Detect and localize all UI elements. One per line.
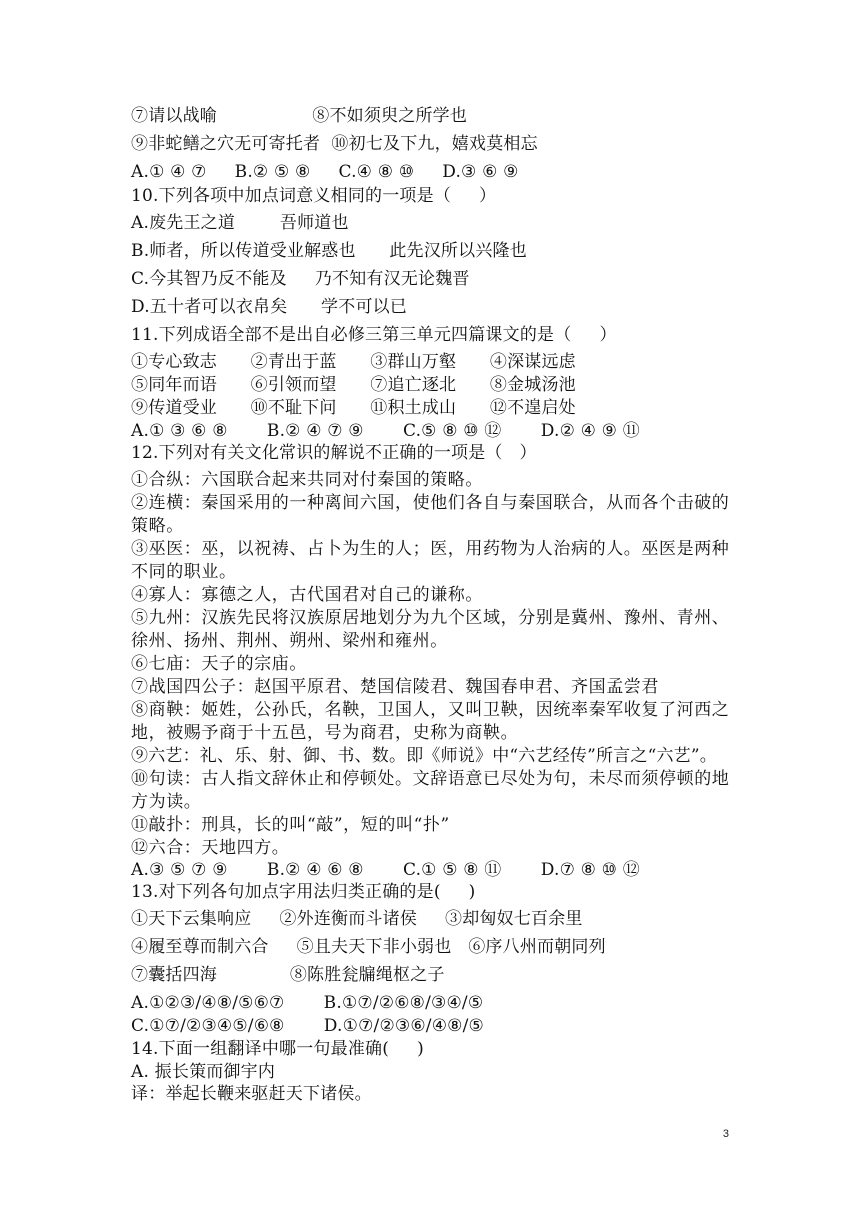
text-line: A. 振长策而御宇内 bbox=[131, 1062, 276, 1082]
question-12: 12.下列对有关文化常识的解说不正确的一项是（ ） bbox=[131, 443, 537, 463]
text-line: A.① ④ ⑦ B.② ⑤ ⑧ C.④ ⑧ ⑩ D.③ ⑥ ⑨ bbox=[131, 162, 519, 182]
question-10: 10.下列各项中加点词意义相同的一项是（ ） bbox=[131, 186, 497, 206]
text-line: ⑦囊括四海 ⑧陈胜瓮牖绳枢之子 bbox=[131, 965, 445, 985]
text-line: ③巫医：巫，以祝祷、占卜为生的人；医，用药物为人治病的人。巫医是两种 bbox=[131, 539, 730, 559]
text-line: ②连横：秦国采用的一种离间六国，使他们各自与秦国联合，从而各个击破的 bbox=[131, 493, 730, 513]
text-line: 方为读。 bbox=[131, 792, 202, 812]
text-line: ⑫六合：天地四方。 bbox=[131, 838, 290, 858]
text-line: ⑨非蛇鳝之穴无可寄托者 ⑩初七及下九，嬉戏莫相忘 bbox=[131, 134, 538, 154]
text-line: A.废先王之道 吾师道也 bbox=[131, 213, 349, 233]
text-line: ⑩句读：古人指文辞休止和停顿处。文辞语意已尽处为句，未尽而须停顿的地 bbox=[131, 769, 730, 789]
text-line: ④寡人：寡德之人，古代国君对自己的谦称。 bbox=[131, 585, 483, 605]
text-line: 策略。 bbox=[131, 516, 184, 536]
text-line: C.今其智乃反不能及 乃不知有汉无论魏晋 bbox=[131, 269, 470, 289]
text-line: B.师者，所以传道受业解惑也 此先汉所以兴隆也 bbox=[131, 241, 527, 261]
text-line: 徐州、扬州、荆州、朔州、梁州和雍州。 bbox=[131, 631, 448, 651]
text-line: 地，被赐予商于十五邑，号为商君，史称为商鞅。 bbox=[131, 723, 519, 743]
text-line: C.①⑦/②③④⑤/⑥⑧ D.①⑦/②③⑥/④⑧/⑤ bbox=[131, 1016, 484, 1036]
text-line: ⑨六艺：礼、乐、射、御、书、数。即《师说》中“六艺经传”所言之“六艺”。 bbox=[131, 746, 717, 766]
question-14: 14.下面一组翻译中哪一句最准确( ) bbox=[131, 1039, 424, 1059]
page-number: 3 bbox=[722, 1128, 729, 1140]
text-line: ⑪敲扑：刑具，长的叫“敲”，短的叫“扑” bbox=[131, 815, 450, 835]
text-line: ⑧商鞅：姬姓，公孙氏，名鞅，卫国人，又叫卫鞅，因统率秦军收复了河西之 bbox=[131, 700, 730, 720]
text-line: ⑤九州：汉族先民将汉族原居地划分为九个区域，分别是冀州、豫州、青州、 bbox=[131, 608, 730, 628]
question-13: 13.对下列各句加点字用法归类正确的是( ) bbox=[131, 882, 476, 902]
text-line: 不同的职业。 bbox=[131, 562, 237, 582]
text-line: ④履至尊而制六合 ⑤且夫天下非小弱也 ⑥序八州而朝同列 bbox=[131, 937, 606, 957]
text-line: ⑨传道受业 ⑩不耻下问 ⑪积土成山 ⑫不遑启处 bbox=[131, 398, 576, 418]
text-line: 译：举起长鞭来驱赶天下诸侯。 bbox=[131, 1084, 372, 1104]
text-line: ⑦战国四公子：赵国平原君、楚国信陵君、魏国春申君、齐国孟尝君 bbox=[131, 677, 659, 697]
text-line: A.③ ⑤ ⑦ ⑨ B.② ④ ⑥ ⑧ C.① ⑤ ⑧ ⑪ D.⑦ ⑧ ⑩ ⑫ bbox=[131, 860, 640, 880]
text-line: D.五十者可以衣帛矣 学不可以已 bbox=[131, 297, 408, 317]
text-line: ⑤同年而语 ⑥引领而望 ⑦追亡逐北 ⑧金城汤池 bbox=[131, 375, 576, 395]
question-11: 11.下列成语全部不是出自必修三第三单元四篇课文的是（ ） bbox=[131, 325, 617, 345]
text-line: ①专心致志 ②青出于蓝 ③群山万壑 ④深谋远虑 bbox=[131, 352, 576, 372]
text-line: ①合纵：六国联合起来共同对付秦国的策略。 bbox=[131, 470, 483, 490]
text-line: A.① ③ ⑥ ⑧ B.② ④ ⑦ ⑨ C.⑤ ⑧ ⑩ ⑫ D.② ④ ⑨ ⑪ bbox=[131, 421, 640, 441]
text-line: ①天下云集响应 ②外连衡而斗诸侯 ③却匈奴七百余里 bbox=[131, 909, 583, 929]
text-line: A.①②③/④⑧/⑤⑥⑦ B.①⑦/②⑥⑧/③④/⑤ bbox=[131, 993, 484, 1013]
text-line: ⑥七庙：天子的宗庙。 bbox=[131, 654, 307, 674]
text-line: ⑦请以战喻 ⑧不如须臾之所学也 bbox=[131, 106, 468, 126]
